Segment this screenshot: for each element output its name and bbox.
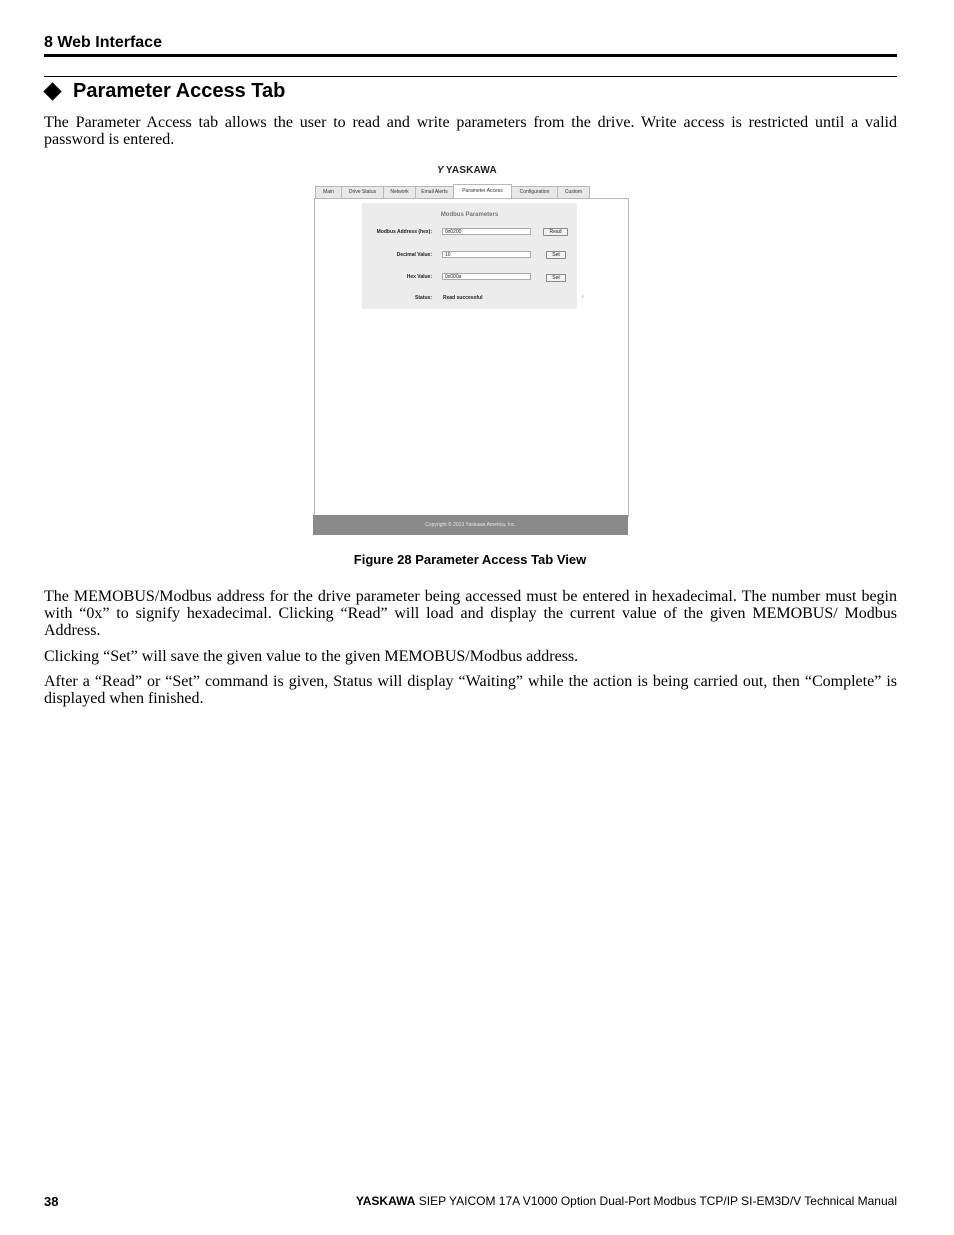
panel-title: Modbus Parameters bbox=[440, 212, 499, 218]
tab-drive-status[interactable]: Drive Status bbox=[341, 186, 384, 198]
decimal-label: Decimal Value: bbox=[396, 252, 432, 258]
logo-text: YASKAWA bbox=[445, 165, 497, 176]
body-paragraph-2: Clicking “Set” will save the given value to the given MEMOBUS/Modbus address. bbox=[44, 648, 579, 665]
status-value: Read successful bbox=[443, 295, 483, 301]
hex-label: Hex Value: bbox=[406, 274, 432, 280]
manual-title-text: SIEP YAICOM 17A V1000 Option Dual-Port Modbus TCP/IP SI-EM3D/V Technical Manual bbox=[415, 1194, 897, 1208]
tab-main[interactable]: Main bbox=[315, 186, 342, 198]
hex-input[interactable]: 0x000a bbox=[442, 273, 531, 280]
tab-configuration[interactable]: Configuration bbox=[511, 186, 558, 198]
status-label: Status: bbox=[415, 295, 432, 301]
brand-name: YASKAWA bbox=[355, 1194, 416, 1208]
hex-set-button[interactable]: Set bbox=[546, 274, 566, 282]
tab-content bbox=[314, 198, 629, 517]
decorative-dot-icon bbox=[581, 295, 584, 298]
tab-email-alerts[interactable]: Email Alerts bbox=[415, 186, 454, 198]
header-subrule bbox=[44, 76, 897, 77]
tab-parameter-access[interactable]: Parameter Access bbox=[453, 184, 512, 198]
modbus-parameters-panel bbox=[362, 203, 577, 309]
manual-title bbox=[356, 1194, 897, 1208]
yaskawa-logo bbox=[437, 165, 497, 176]
decimal-set-button[interactable]: Set bbox=[546, 251, 566, 259]
section-header: 8 Web Interface bbox=[44, 34, 162, 51]
address-label: Modbus Address (hex): bbox=[376, 229, 432, 235]
heading-text: Parameter Access Tab bbox=[73, 80, 286, 102]
read-button[interactable]: Read bbox=[543, 228, 568, 236]
tab-network[interactable]: Network bbox=[383, 186, 416, 198]
tab-custom[interactable]: Custom bbox=[557, 186, 590, 198]
page-number: 38 bbox=[44, 1194, 59, 1209]
tab-bar bbox=[315, 186, 589, 198]
figure-caption: Figure 28 Parameter Access Tab View bbox=[353, 552, 587, 567]
intro-paragraph: The Parameter Access tab allows the user to read and write parameters from the drive. Write access is restricted until a valid password is entered. bbox=[44, 114, 897, 148]
header-rule bbox=[44, 54, 897, 57]
section-heading bbox=[44, 80, 285, 103]
copyright-bar: Copyright © 2013 Yaskawa America, Inc. bbox=[313, 515, 628, 535]
address-input[interactable]: 0x0200 bbox=[442, 228, 531, 235]
body-paragraph-1: The MEMOBUS/Modbus address for the drive parameter being accessed must be entered in hexadecimal. The number must begin with “0x” to signify hexadecimal. Clicking “Read” will load and display the current value of the given MEMOBUS/ Modbus Address. bbox=[44, 588, 897, 639]
diamond-bullet-icon bbox=[43, 82, 61, 100]
yaskawa-logo-mark-icon: Y bbox=[437, 165, 444, 176]
screenshot-figure bbox=[313, 158, 628, 535]
body-paragraph-3: After a “Read” or “Set” command is given, Status will display “Waiting” while the action is being carried out, then “Complete” is displayed when finished. bbox=[44, 673, 897, 707]
decimal-input[interactable]: 10 bbox=[442, 251, 531, 258]
